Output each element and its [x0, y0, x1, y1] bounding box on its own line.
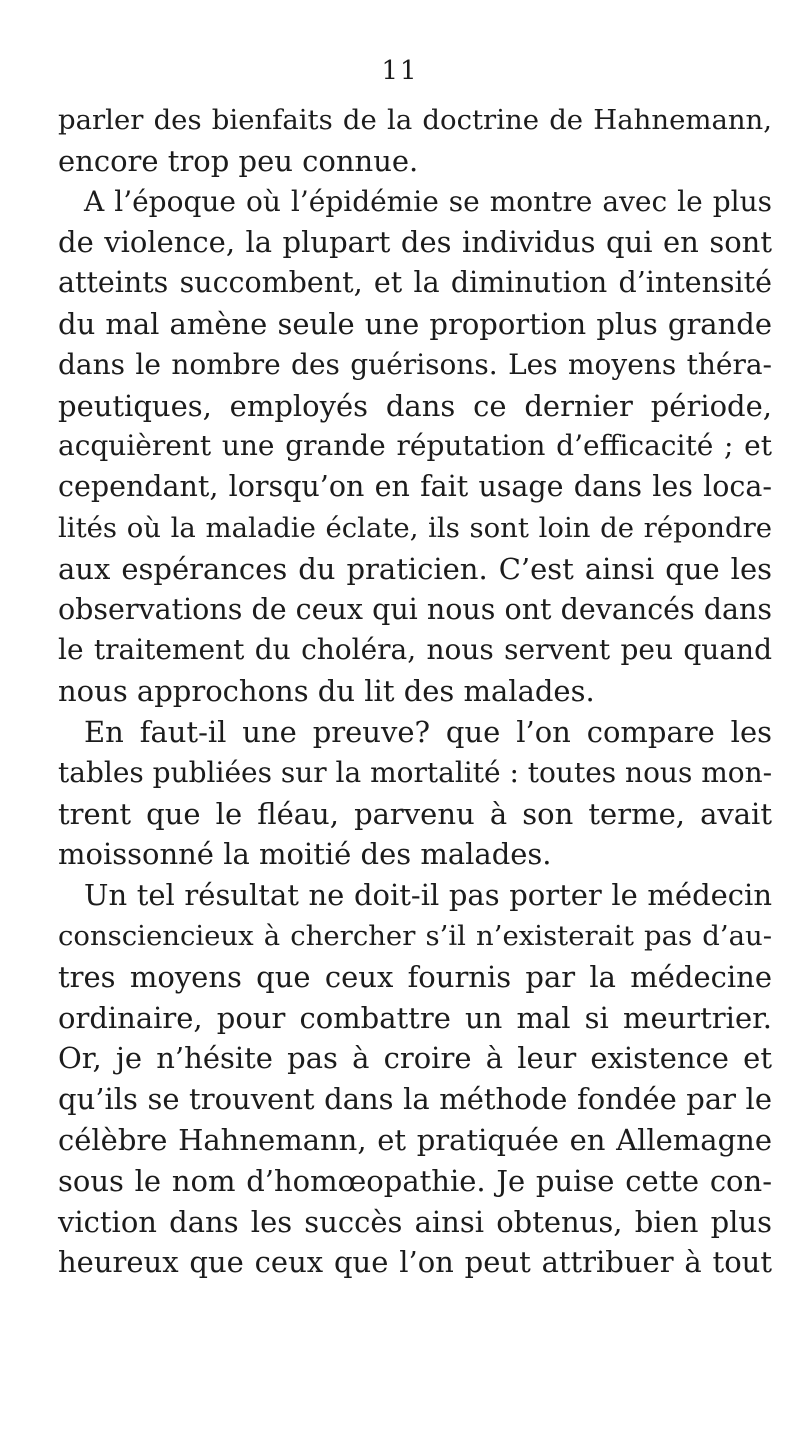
text-line: célèbre Hahnemann, et pratiquée en Allemagne — [58, 1122, 772, 1157]
text-line: dans le nombre des guérisons. Les moyens théra- — [58, 347, 772, 381]
text-line: nous approchons du lit des malades. — [58, 674, 595, 709]
text-line: heureux que ceux que l’on peut attribuer à tout — [58, 1245, 772, 1280]
text-line: parler des bienfaits de la doctrine de Hahnemann, — [58, 104, 772, 136]
text-line: cependant, lorsqu’on en fait usage dans les loca- — [58, 470, 772, 504]
text-line: tables publiées sur la mortalité : toutes nous mon- — [58, 755, 773, 789]
text-line: Un tel résultat ne doit-il pas porter le médecin — [84, 878, 772, 913]
text-line: du mal amène seule une proportion plus grande — [58, 306, 772, 341]
text-line: encore trop peu connue. — [58, 143, 419, 178]
text-line: aux espérances du praticien. C’est ainsi que les — [58, 551, 772, 586]
page-number: 11 — [381, 56, 419, 86]
text-line: sous le nom d’homœopathie. Je puise cette con- — [58, 1163, 772, 1198]
body-text — [58, 100, 772, 1283]
text-line: atteints succombent, et la diminution d’intensité — [58, 266, 772, 300]
text-line: ordinaire, pour combattre un mal si meurtrier. — [58, 1000, 772, 1035]
text-line: acquièrent une grande réputation d’efficacité ; et — [58, 429, 772, 463]
text-line: de violence, la plupart des individus qui en sont — [58, 225, 772, 260]
text-line: tres moyens que ceux fournis par la médecine — [58, 959, 772, 994]
text-line: Or, je n’hésite pas à croire à leur existence et — [58, 1041, 772, 1076]
text-line: A l’époque où l’épidémie se montre avec le plus — [84, 184, 772, 218]
text-line: moissonné la moitié des malades. — [58, 837, 552, 872]
text-line: le traitement du choléra, nous servent peu quand — [58, 633, 772, 667]
text-line: viction dans les succès ainsi obtenus, bien plus — [58, 1204, 772, 1239]
text-line: observations de ceux qui nous ont devancés dans — [58, 592, 772, 626]
text-line: consciencieux à chercher s’il n’existerait pas d’au- — [58, 919, 772, 952]
text-line: lités où la maladie éclate, ils sont loin de répondre — [58, 511, 772, 544]
text-line: trent que le fléau, parvenu à son terme, avait — [58, 796, 772, 831]
text-line: peutiques, employés dans ce dernier période, — [58, 388, 772, 423]
text-line: qu’ils se trouvent dans la méthode fondée par le — [58, 1082, 772, 1117]
text-line: En faut-il une preuve? que l’on compare les — [84, 714, 772, 749]
